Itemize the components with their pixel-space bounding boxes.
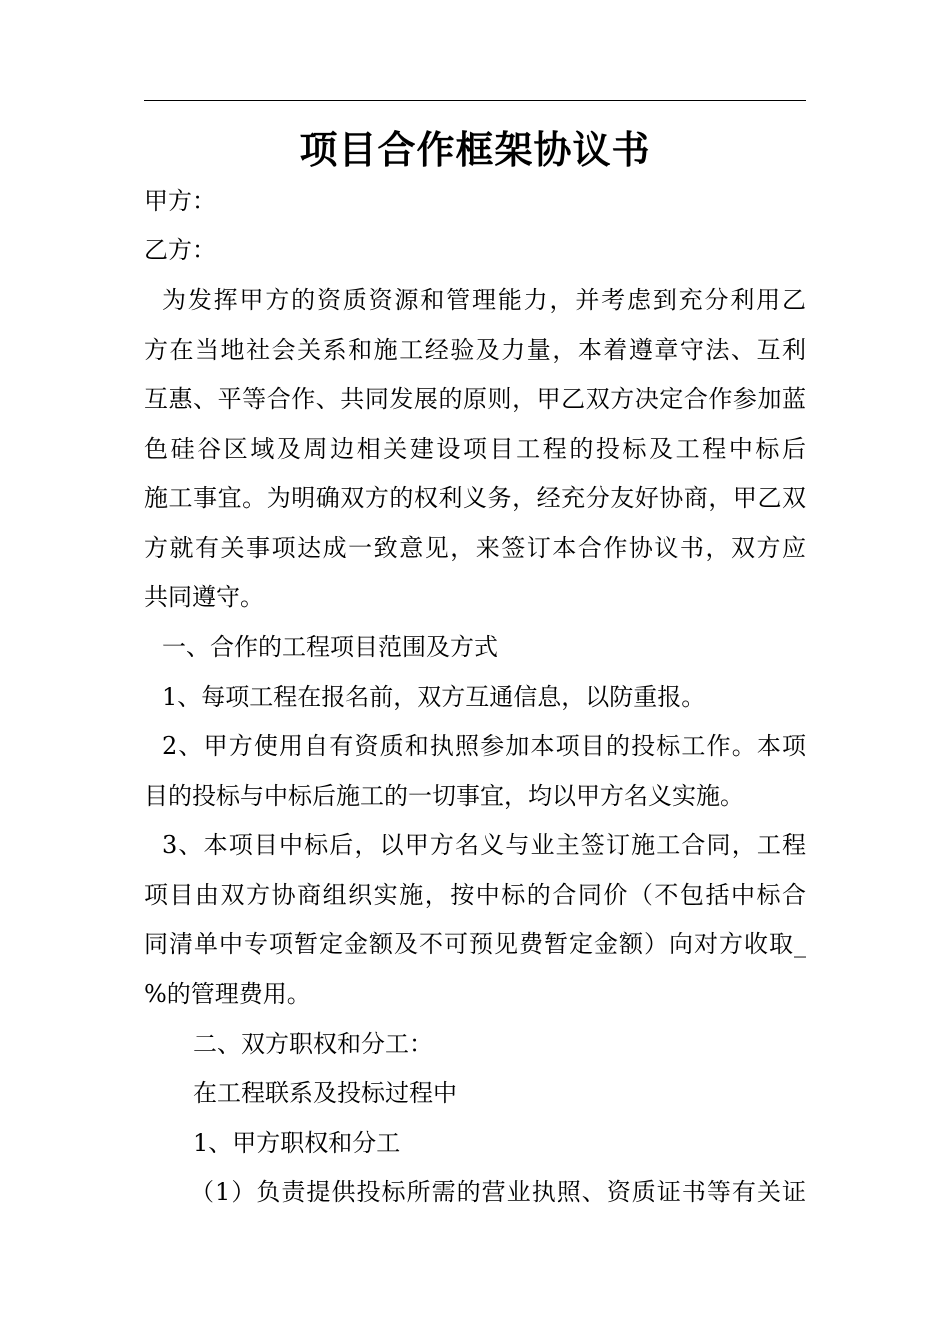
clause-line: 3、本项目中标后，以甲方名义与业主签订施工合同，工程 xyxy=(162,831,806,859)
clause-line: 同清单中专项暂定金额及不可预见费暂定金额）向对方收取_ xyxy=(144,930,806,958)
clause-line: 目的投标与中标后施工的一切事宜，均以甲方名义实施。 xyxy=(144,782,744,810)
sub-heading: 1、甲方职权和分工 xyxy=(193,1129,401,1157)
clause-line: 1、每项工程在报名前，双方互通信息，以防重报。 xyxy=(162,683,706,711)
paragraph-line: 施工事宜。为明确双方的权利义务，经充分友好协商，甲乙双 xyxy=(144,484,806,512)
paragraph-line: 色硅谷区域及周边相关建设项目工程的投标及工程中标后 xyxy=(144,435,806,463)
paragraph-line: 在工程联系及投标过程中 xyxy=(193,1079,457,1107)
clause-line: （1）负责提供投标所需的营业执照、资质证书等有关证 xyxy=(190,1178,806,1206)
header-rule xyxy=(144,100,806,101)
paragraph-line: 为发挥甲方的资质资源和管理能力，并考虑到充分利用乙 xyxy=(162,286,806,314)
party-b-line: 乙方： xyxy=(144,236,216,264)
clause-line: 项目由双方协商组织实施，按中标的合同价（不包括中标合 xyxy=(144,881,806,909)
paragraph-line: 互惠、平等合作、共同发展的原则，甲乙双方决定合作参加蓝 xyxy=(144,385,806,413)
section-heading: 一、合作的工程项目范围及方式 xyxy=(162,633,498,661)
paragraph-line: 方就有关事项达成一致意见，来签订本合作协议书，双方应 xyxy=(144,534,806,562)
clause-line: %的管理费用。 xyxy=(144,980,311,1008)
section-heading: 二、双方职权和分工： xyxy=(193,1030,433,1058)
clause-line: 2、甲方使用自有资质和执照参加本项目的投标工作。本项 xyxy=(162,732,806,760)
paragraph-line: 方在当地社会关系和施工经验及力量，本着遵章守法、互利 xyxy=(144,336,806,364)
paragraph-line: 共同遵守。 xyxy=(144,583,264,611)
party-a-line: 甲方： xyxy=(144,187,216,215)
document-title: 项目合作框架协议书 xyxy=(299,127,651,172)
